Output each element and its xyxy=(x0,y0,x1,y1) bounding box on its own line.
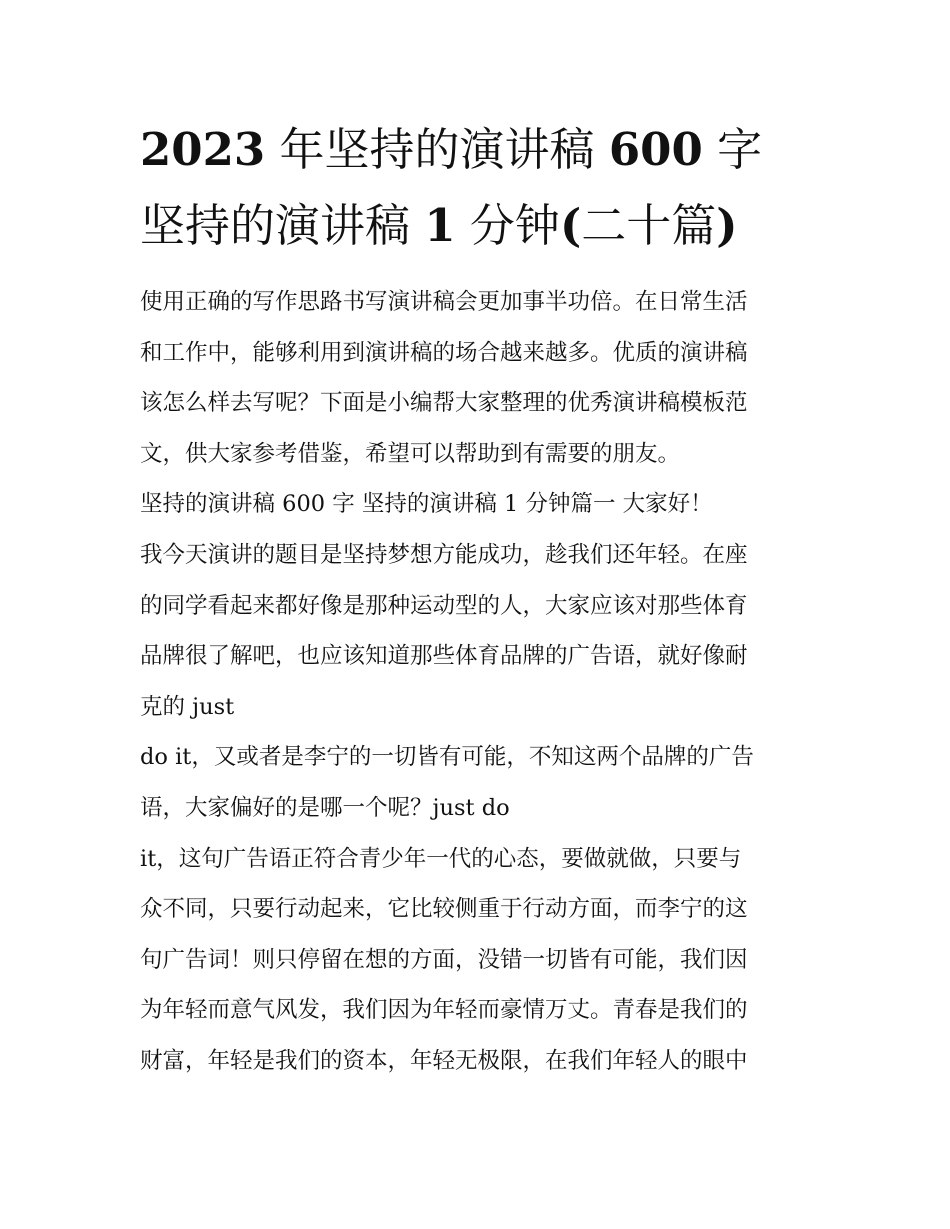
body-line: it，这句广告语正符合青少年一代的心态，要做就做，只要与 xyxy=(140,845,742,872)
body-line: 财富，年轻是我们的资本，年轻无极限，在我们年轻人的眼中 xyxy=(140,1047,748,1074)
body-line: 为年轻而意气风发，我们因为年轻而豪情万丈。青春是我们的 xyxy=(140,997,748,1024)
body-line: 语，大家偏好的是哪一个呢？just do xyxy=(140,794,510,821)
body-line: 克的 just xyxy=(140,693,235,720)
title-text: 坚持的演讲稿 xyxy=(140,199,425,252)
body-line: 句广告词！则只停留在想的方面，没错一切皆有可能，我们因 xyxy=(140,946,748,973)
title-year: 2023 xyxy=(140,123,266,176)
title-text: 年坚持的演讲稿 xyxy=(265,123,609,176)
body-line: 众不同，只要行动起来，它比较侧重于行动方面，而李宁的这 xyxy=(140,896,748,923)
body-line: do it，又或者是李宁的一切皆有可能，不知这两个品牌的广告 xyxy=(140,744,754,771)
section-heading-line: 坚持的演讲稿 600 字 坚持的演讲稿 1 分钟篇一 大家好！ xyxy=(140,491,713,518)
body-line: 的同学看起来都好像是那种运动型的人，大家应该对那些体育 xyxy=(140,592,748,619)
document-page xyxy=(140,112,815,1087)
body-line: 和工作中，能够利用到演讲稿的场合越来越多。优质的演讲稿 xyxy=(140,339,748,366)
title-text: 字 xyxy=(702,123,763,176)
title-paren: ) xyxy=(716,199,738,252)
body-line: 使用正确的写作思路书写演讲稿会更加事半功倍。在日常生活 xyxy=(140,289,748,315)
body-line: 文，供大家参考借鉴，希望可以帮助到有需要的朋友。 xyxy=(140,440,681,467)
title-number: 600 xyxy=(608,123,703,176)
title-paren: ( xyxy=(559,199,582,252)
body-line: 我今天演讲的题目是坚持梦想方能成功，趁我们还年轻。在座 xyxy=(140,541,748,568)
body-line: 该怎么样去写呢？下面是小编帮大家整理的优秀演讲稿模板范 xyxy=(140,390,748,417)
title-line-2 xyxy=(140,188,815,264)
title-line-1 xyxy=(140,112,815,188)
body-line: 品牌很了解吧，也应该知道那些体育品牌的广告语，就好像耐 xyxy=(140,643,748,670)
title-text: 分钟 xyxy=(455,199,560,252)
title-text: 二十篇 xyxy=(581,199,717,252)
title-number: 1 xyxy=(424,199,456,252)
